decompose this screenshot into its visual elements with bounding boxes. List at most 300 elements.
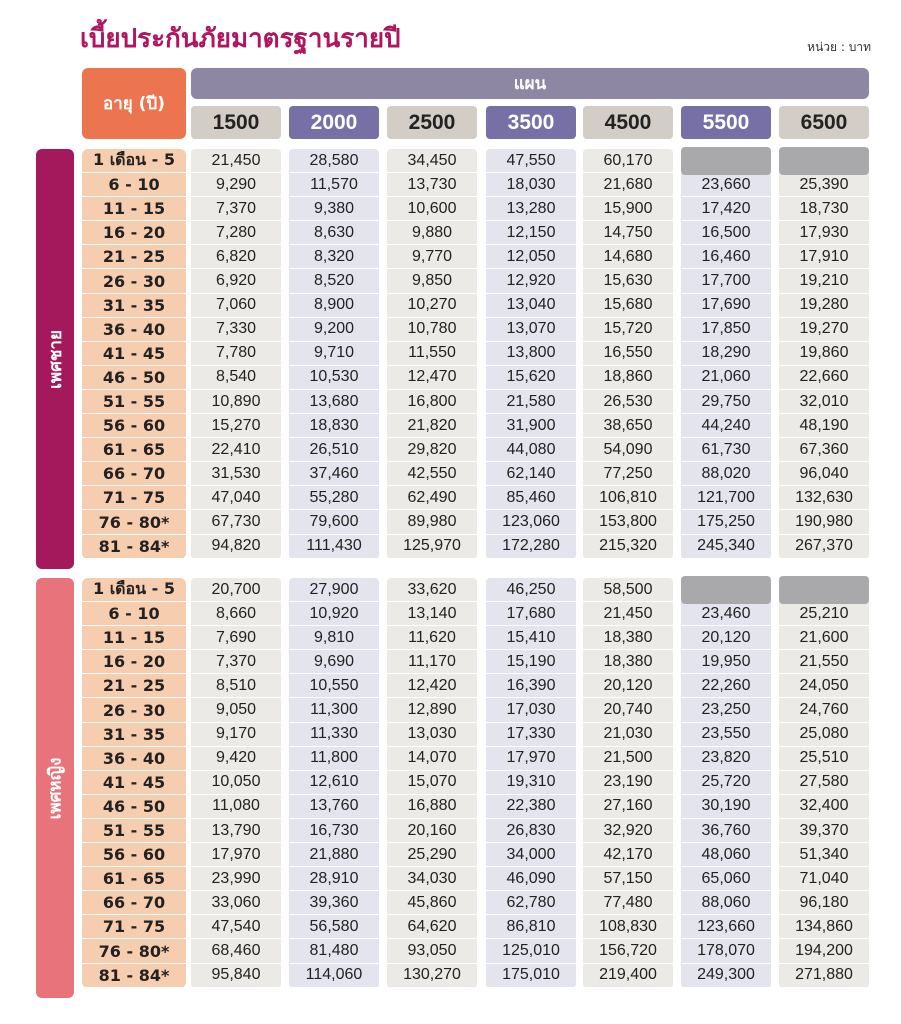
age-range-cell: 61 - 65 (102, 440, 166, 460)
premium-cell: 16,390 (506, 676, 556, 694)
premium-cell: 13,680 (309, 392, 359, 410)
age-header-label: อายุ (ปี) (103, 94, 165, 114)
premium-cell: 68,460 (211, 942, 261, 960)
premium-cell: 9,690 (313, 652, 355, 670)
premium-cell: 175,250 (697, 513, 755, 531)
premium-cell: 21,580 (506, 392, 556, 410)
premium-cell: 27,580 (799, 773, 849, 791)
table-row (82, 366, 869, 390)
age-range-cell: 31 - 35 (102, 295, 166, 315)
premium-cell: 15,720 (603, 320, 653, 338)
premium-cell: 12,470 (407, 368, 457, 386)
premium-cell: 11,330 (310, 725, 358, 743)
premium-cell: 9,200 (313, 320, 355, 338)
premium-cell: 25,390 (799, 175, 849, 193)
plan-group-header (191, 68, 869, 99)
premium-cell: 18,730 (799, 199, 849, 217)
premium-cell: 26,830 (506, 821, 556, 839)
premium-cell: 25,080 (799, 725, 849, 743)
age-range-cell: 76 - 80* (98, 512, 170, 532)
premium-cell: 8,900 (313, 296, 355, 314)
premium-cell: 56,580 (309, 917, 359, 935)
age-range-cell: 46 - 50 (102, 367, 166, 387)
premium-cell: 10,890 (211, 392, 261, 410)
premium-cell: 18,030 (506, 175, 556, 193)
table-row (82, 940, 869, 964)
premium-cell: 16,550 (603, 344, 653, 362)
premium-cell: 134,860 (795, 917, 853, 935)
premium-cell: 249,300 (697, 966, 755, 984)
premium-cell: 245,340 (697, 537, 755, 555)
premium-cell: 25,290 (407, 845, 457, 863)
premium-cell: 12,150 (506, 223, 556, 241)
table-row (82, 867, 869, 891)
premium-cell: 10,920 (309, 604, 359, 622)
premium-cell: 123,660 (697, 917, 755, 935)
premium-cell: 15,630 (603, 272, 653, 290)
age-range-cell: 66 - 70 (102, 893, 166, 913)
premium-cell: 9,050 (215, 701, 257, 719)
premium-cell: 23,660 (701, 175, 751, 193)
premium-cell: 123,060 (502, 513, 560, 531)
age-range-cell: 16 - 20 (102, 652, 166, 672)
section-label-male (36, 149, 74, 569)
premium-cell: 13,070 (506, 320, 556, 338)
premium-cell: 89,980 (407, 513, 457, 531)
premium-cell: 20,700 (211, 580, 261, 598)
age-range-cell: 81 - 84* (98, 536, 170, 556)
premium-cell: 19,950 (701, 652, 751, 670)
premium-cell: 21,550 (799, 652, 849, 670)
age-range-cell: 76 - 80* (98, 941, 170, 961)
premium-cell: 19,280 (799, 296, 849, 314)
premium-cell: 9,770 (411, 247, 453, 265)
premium-cell: 19,210 (799, 272, 849, 290)
premium-cell: 93,050 (407, 942, 457, 960)
premium-cell: 31,900 (506, 416, 556, 434)
age-range-cell: 21 - 25 (102, 676, 166, 696)
table-row (82, 486, 869, 510)
premium-cell: 16,730 (309, 821, 359, 839)
premium-cell: 106,810 (599, 488, 657, 506)
table-row (82, 149, 869, 173)
premium-cell: 62,140 (506, 464, 556, 482)
premium-cell: 23,250 (701, 701, 751, 719)
table-row (82, 747, 869, 771)
age-range-cell: 46 - 50 (102, 796, 166, 816)
premium-cell: 34,000 (506, 845, 556, 863)
age-range-cell: 51 - 55 (102, 392, 166, 412)
table-row (82, 414, 869, 438)
premium-cell: 39,360 (309, 893, 359, 911)
age-range-cell: 41 - 45 (102, 772, 166, 792)
table-row (82, 318, 869, 342)
age-range-cell: 56 - 60 (102, 845, 166, 865)
premium-cell: 21,820 (407, 416, 457, 434)
premium-cell: 194,200 (795, 942, 853, 960)
premium-cell: 10,270 (407, 296, 457, 314)
premium-cell: 33,060 (211, 893, 261, 911)
age-range-cell: 31 - 35 (102, 724, 166, 744)
premium-cell: 32,400 (799, 797, 849, 815)
premium-cell: 7,370 (215, 652, 257, 670)
age-range-cell: 51 - 55 (102, 821, 166, 841)
premium-cell: 7,060 (215, 296, 257, 314)
unit-label: หน่วย : บาท (807, 40, 871, 54)
premium-cell: 190,980 (795, 513, 853, 531)
premium-cell: 15,680 (603, 296, 653, 314)
premium-cell: 96,040 (799, 464, 849, 482)
premium-cell: 28,580 (309, 151, 359, 169)
premium-cell: 24,050 (799, 676, 849, 694)
table-row (82, 390, 869, 414)
premium-cell: 58,500 (603, 580, 653, 598)
section-label-female (36, 578, 74, 998)
premium-cell: 16,800 (407, 392, 457, 410)
premium-cell: 34,030 (407, 869, 457, 887)
premium-cell: 48,060 (701, 845, 751, 863)
plan-header-label: แผน (513, 74, 547, 94)
premium-cell: 85,460 (506, 488, 556, 506)
premium-cell: 22,660 (799, 368, 849, 386)
premium-cell: 15,190 (506, 652, 556, 670)
premium-cell: 114,060 (305, 966, 363, 984)
premium-cell: 24,760 (799, 701, 849, 719)
premium-cell: 12,420 (407, 676, 457, 694)
premium-cell: 21,600 (799, 628, 849, 646)
table-row (82, 723, 869, 747)
premium-cell: 81,480 (309, 942, 359, 960)
premium-cell: 10,530 (309, 368, 359, 386)
premium-cell: 67,730 (211, 513, 261, 531)
premium-cell: 18,830 (309, 416, 359, 434)
premium-cell: 46,090 (506, 869, 556, 887)
age-range-cell: 71 - 75 (102, 488, 166, 508)
premium-cell: 17,700 (701, 272, 751, 290)
premium-cell: 21,060 (701, 368, 751, 386)
premium-cell: 88,020 (701, 464, 751, 482)
age-range-cell: 11 - 15 (102, 199, 166, 219)
premium-cell: 13,800 (506, 344, 556, 362)
premium-cell: 25,210 (799, 604, 849, 622)
premium-cell: 271,880 (795, 966, 853, 984)
premium-cell: 23,460 (701, 604, 751, 622)
premium-cell: 21,450 (211, 151, 261, 169)
table-row (82, 221, 869, 245)
female-label: เพศหญิง (45, 757, 66, 819)
premium-cell: 7,370 (215, 199, 257, 217)
premium-cell: 11,570 (310, 175, 358, 193)
premium-cell: 45,860 (407, 893, 457, 911)
table-row (82, 438, 869, 462)
premium-cell: 9,380 (313, 199, 355, 217)
table-row (82, 535, 869, 559)
premium-cell: 130,270 (403, 966, 461, 984)
premium-cell: 267,370 (795, 537, 853, 555)
premium-cell: 175,010 (502, 966, 560, 984)
premium-cell: 7,330 (215, 320, 257, 338)
age-range-cell: 1 เดือน - 5 (92, 579, 176, 599)
premium-cell: 23,990 (211, 869, 261, 887)
premium-cell: 17,850 (701, 320, 751, 338)
premium-cell: 6,820 (215, 247, 257, 265)
table-row (82, 197, 869, 221)
premium-cell: 17,970 (211, 845, 261, 863)
premium-cell: 8,510 (215, 676, 257, 694)
premium-cell: 12,610 (309, 773, 359, 791)
premium-cell: 9,420 (215, 749, 257, 767)
premium-cell: 10,600 (407, 199, 457, 217)
premium-cell: 27,160 (603, 797, 653, 815)
age-range-cell: 81 - 84* (98, 965, 170, 985)
age-range-cell: 6 - 10 (108, 175, 160, 195)
premium-cell: 77,250 (603, 464, 653, 482)
premium-cell: 15,070 (407, 773, 457, 791)
premium-cell: 26,510 (309, 440, 359, 458)
premium-cell: 86,810 (506, 917, 556, 935)
premium-cell: 15,900 (603, 199, 653, 217)
premium-cell: 11,550 (408, 344, 456, 362)
premium-cell: 94,820 (211, 537, 261, 555)
table-row (82, 771, 869, 795)
premium-cell: 57,150 (603, 869, 653, 887)
premium-cell: 38,650 (603, 416, 653, 434)
premium-cell: 10,780 (407, 320, 457, 338)
table-row (82, 245, 869, 269)
age-column-header (82, 68, 186, 139)
premium-cell: 96,180 (799, 893, 849, 911)
premium-cell: 25,720 (701, 773, 751, 791)
table-row (82, 270, 869, 294)
premium-cell: 18,290 (701, 344, 751, 362)
premium-cell: 17,910 (799, 247, 849, 265)
premium-cell: 17,970 (506, 749, 556, 767)
premium-cell: 64,620 (407, 917, 457, 935)
premium-cell: 8,660 (215, 604, 257, 622)
premium-cell: 14,680 (603, 247, 653, 265)
premium-cell: 13,760 (309, 797, 359, 815)
age-range-cell: 26 - 30 (102, 700, 166, 720)
page-title: เบี้ยประกันภัยมาตรฐานรายปี (80, 24, 401, 54)
premium-cell: 219,400 (599, 966, 657, 984)
male-label: เพศชาย (45, 329, 66, 389)
table-row (82, 795, 869, 819)
premium-cell: 26,530 (603, 392, 653, 410)
premium-cell: 44,080 (506, 440, 556, 458)
table-row (82, 843, 869, 867)
premium-cell: 55,280 (309, 488, 359, 506)
premium-cell: 21,500 (603, 749, 653, 767)
premium-cell: 108,830 (599, 917, 657, 935)
age-range-cell: 61 - 65 (102, 869, 166, 889)
plan-column-header: 4500 (583, 106, 673, 139)
plan-column-header: 6500 (779, 106, 869, 139)
premium-cell: 21,030 (603, 725, 653, 743)
premium-cell: 19,860 (799, 344, 849, 362)
premium-cell: 8,320 (313, 247, 355, 265)
premium-cell: 13,140 (407, 604, 457, 622)
premium-cell: 9,880 (411, 223, 453, 241)
table-row (82, 964, 869, 988)
premium-cell: 48,190 (799, 416, 849, 434)
premium-cell: 30,190 (701, 797, 751, 815)
premium-cell: 14,750 (603, 223, 653, 241)
age-range-cell: 21 - 25 (102, 247, 166, 267)
premium-cell: 27,900 (309, 580, 359, 598)
premium-cell: 28,910 (309, 869, 359, 887)
premium-cell: 16,500 (701, 223, 751, 241)
table-row (82, 699, 869, 723)
premium-cell: 79,600 (309, 513, 359, 531)
premium-cell: 19,310 (506, 773, 556, 791)
premium-cell: 7,780 (215, 344, 257, 362)
premium-cell: 71,040 (799, 869, 849, 887)
premium-cell: 20,740 (603, 701, 653, 719)
premium-cell: 178,070 (697, 942, 755, 960)
table-row (82, 819, 869, 843)
premium-cell: 11,800 (310, 749, 358, 767)
premium-cell: 22,410 (211, 440, 261, 458)
premium-cell: 125,010 (502, 942, 560, 960)
premium-cell: 95,840 (211, 966, 261, 984)
premium-cell: 13,790 (211, 821, 261, 839)
premium-cell: 62,490 (407, 488, 457, 506)
premium-cell: 156,720 (599, 942, 657, 960)
plan-column-header: 3500 (486, 106, 576, 139)
premium-cell: 12,890 (407, 701, 457, 719)
premium-cell: 42,170 (603, 845, 653, 863)
premium-cell: 47,540 (211, 917, 261, 935)
premium-cell: 9,850 (411, 272, 453, 290)
premium-cell: 111,430 (306, 537, 362, 555)
age-range-cell: 41 - 45 (102, 343, 166, 363)
premium-cell: 51,340 (799, 845, 849, 863)
premium-cell: 21,450 (603, 604, 653, 622)
premium-cell: 8,540 (215, 368, 257, 386)
premium-cell: 88,060 (701, 893, 751, 911)
plan-column-header: 2000 (289, 106, 379, 139)
premium-cell: 18,380 (603, 652, 653, 670)
premium-cell: 31,530 (211, 464, 261, 482)
not-available-cell (779, 147, 869, 175)
plan-column-header: 2500 (387, 106, 477, 139)
premium-cell: 29,820 (407, 440, 457, 458)
premium-cell: 125,970 (403, 537, 461, 555)
premium-cell: 15,620 (506, 368, 556, 386)
age-range-cell: 6 - 10 (108, 604, 160, 624)
premium-cell: 23,820 (701, 749, 751, 767)
age-range-cell: 71 - 75 (102, 917, 166, 937)
table-row (82, 294, 869, 318)
not-available-cell (779, 576, 869, 604)
premium-cell: 46,250 (506, 580, 556, 598)
premium-cell: 39,370 (799, 821, 849, 839)
table-row (82, 650, 869, 674)
premium-cell: 9,170 (215, 725, 257, 743)
premium-cell: 36,760 (701, 821, 751, 839)
premium-cell: 7,690 (215, 628, 257, 646)
premium-cell: 11,620 (408, 628, 456, 646)
premium-cell: 23,190 (603, 773, 653, 791)
table-row (82, 578, 869, 602)
plan-column-header: 5500 (681, 106, 771, 139)
premium-cell: 22,260 (701, 676, 751, 694)
premium-cell: 20,120 (603, 676, 653, 694)
table-row (82, 342, 869, 366)
age-range-cell: 56 - 60 (102, 416, 166, 436)
premium-cell: 47,040 (211, 488, 261, 506)
premium-cell: 15,410 (506, 628, 556, 646)
premium-cell: 17,680 (506, 604, 556, 622)
premium-cell: 20,120 (701, 628, 751, 646)
premium-cell: 61,730 (701, 440, 751, 458)
premium-cell: 9,710 (313, 344, 355, 362)
premium-cell: 7,280 (215, 223, 257, 241)
premium-cell: 32,920 (603, 821, 653, 839)
premium-cell: 10,550 (309, 676, 359, 694)
premium-cell: 16,880 (407, 797, 457, 815)
premium-cell: 20,160 (407, 821, 457, 839)
premium-cell: 9,810 (313, 628, 355, 646)
table-row (82, 173, 869, 197)
premium-cell: 32,010 (799, 392, 849, 410)
premium-cell: 15,270 (211, 416, 261, 434)
premium-cell: 14,070 (407, 749, 457, 767)
premium-cell: 13,730 (407, 175, 457, 193)
not-available-cell (681, 147, 771, 175)
table-row (82, 915, 869, 939)
table-row (82, 602, 869, 626)
premium-cell: 44,240 (701, 416, 751, 434)
premium-cell: 121,700 (697, 488, 755, 506)
premium-cell: 29,750 (701, 392, 751, 410)
premium-cell: 62,780 (506, 893, 556, 911)
age-range-cell: 11 - 15 (102, 628, 166, 648)
premium-cell: 77,480 (603, 893, 653, 911)
premium-cell: 19,270 (799, 320, 849, 338)
premium-cell: 34,450 (407, 151, 457, 169)
premium-cell: 13,040 (506, 296, 556, 314)
premium-cell: 11,080 (212, 797, 260, 815)
premium-cell: 17,420 (701, 199, 751, 217)
premium-cell: 13,280 (506, 199, 556, 217)
table-row (82, 891, 869, 915)
premium-cell: 17,030 (506, 701, 556, 719)
age-range-cell: 36 - 40 (102, 319, 166, 339)
premium-cell: 215,320 (599, 537, 657, 555)
not-available-cell (681, 576, 771, 604)
table-row (82, 511, 869, 535)
premium-cell: 13,030 (407, 725, 457, 743)
premium-cell: 18,380 (603, 628, 653, 646)
premium-cell: 21,880 (309, 845, 359, 863)
table-row (82, 626, 869, 650)
premium-cell: 12,920 (506, 272, 556, 290)
premium-cell: 37,460 (309, 464, 359, 482)
age-range-cell: 26 - 30 (102, 271, 166, 291)
premium-cell: 33,620 (407, 580, 457, 598)
table-row (82, 674, 869, 698)
premium-cell: 60,170 (603, 151, 653, 169)
premium-cell: 17,330 (506, 725, 556, 743)
premium-cell: 11,170 (408, 652, 456, 670)
premium-cell: 153,800 (599, 513, 657, 531)
premium-cell: 8,520 (313, 272, 355, 290)
premium-cell: 9,290 (215, 175, 257, 193)
table-row (82, 462, 869, 486)
premium-cell: 6,920 (215, 272, 257, 290)
age-range-cell: 1 เดือน - 5 (92, 150, 176, 170)
